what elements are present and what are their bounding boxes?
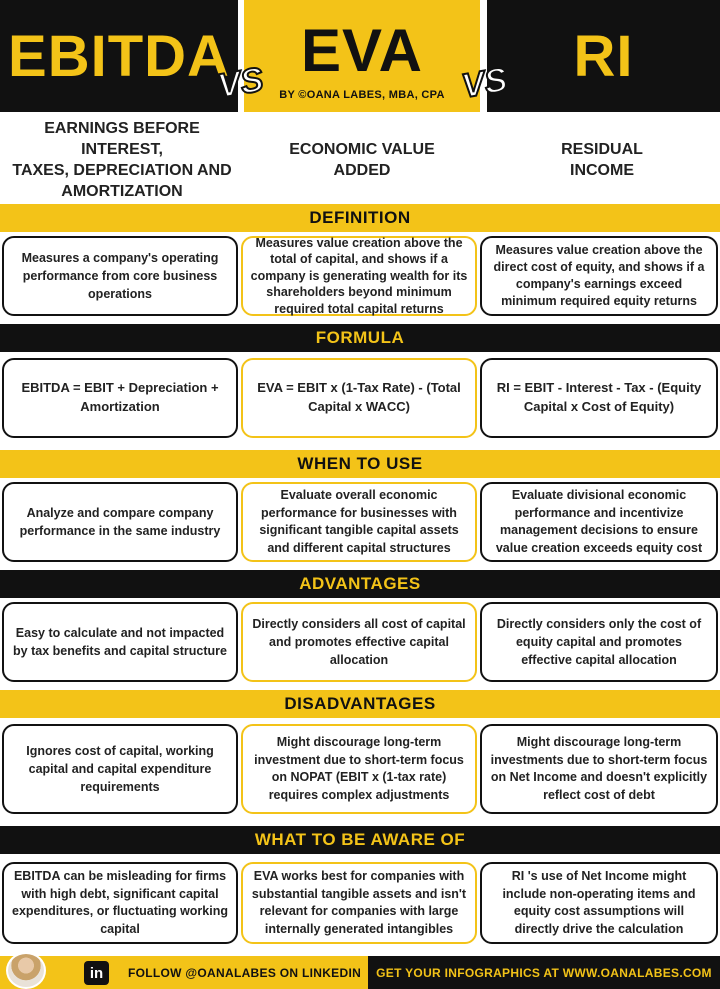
aware-ebitda: EBITDA can be misleading for firms with high debt, significant capital expenditures, or fluctuating working capital — [2, 862, 238, 944]
definition-ebitda: Measures a company's operating performance from core business operations — [2, 236, 238, 316]
ebitda-fullname: EARNINGS BEFORE INTEREST, TAXES, DEPRECIATION AND AMORTIZATION — [12, 120, 232, 200]
formula-eva: EVA = EBIT x (1-Tax Rate) - (Total Capital x WACC) — [241, 358, 477, 438]
header-ri — [487, 0, 720, 112]
formula-ebitda: EBITDA = EBIT + Depreciation + Amortization — [2, 358, 238, 438]
formula-ri: RI = EBIT - Interest - Tax - (Equity Capital x Cost of Equity) — [480, 358, 718, 438]
follow-linkedin-text[interactable]: FOLLOW @OANALABES ON LINKEDIN — [128, 966, 362, 980]
definition-eva: Measures value creation above the total of capital, and shows if a company is generating wealth for its shareholders beyond minimum required total capital returns — [241, 236, 477, 316]
header-ebitda — [0, 0, 238, 112]
aware-ri: RI 's use of Net Income might include non-operating items and equity cost assumptions will directly drive the calculation — [480, 862, 718, 944]
advantages-ri: Directly considers only the cost of equity capital and promotes effective capital allocation — [480, 602, 718, 682]
vs-badge-1: VS — [214, 60, 267, 106]
disadvantages-ebitda: Ignores cost of capital, working capital and capital expenditure requirements — [2, 724, 238, 814]
footer-cta[interactable] — [368, 956, 720, 989]
definition-ri: Measures value creation above the direct cost of equity, and shows if a company's earnings exceed minimum required equity returns — [480, 236, 718, 316]
header-eva — [244, 0, 480, 112]
section-header-formula: FORMULA — [0, 324, 720, 352]
disadvantages-ri: Might discourage long-term investments due to short-term focus on Net Income and doesn't explicitly reflect cost of debt — [480, 724, 718, 814]
when-to-use-ebitda: Analyze and compare company performance in the same industry — [2, 482, 238, 562]
advantages-eva: Directly considers all cost of capital and promotes effective capital allocation — [241, 602, 477, 682]
disadvantages-eva: Might discourage long-term investment due to short-term focus on NOPAT (EBIT x (1-tax rate) requires complex adjustments — [241, 724, 477, 814]
section-header-disadvantages: DISADVANTAGES — [0, 690, 720, 718]
byline: BY ©OANA LABES, MBA, CPA — [279, 89, 445, 101]
section-header-advantages: ADVANTAGES — [0, 570, 720, 598]
section-header-when-to-use: WHEN TO USE — [0, 450, 720, 478]
eva-fullname: ECONOMIC VALUE ADDED — [289, 141, 435, 179]
section-header-what-to-be-aware-of: WHAT TO BE AWARE OF — [0, 826, 720, 854]
ri-fullname: RESIDUAL INCOME — [561, 141, 643, 179]
section-header-definition: DEFINITION — [0, 204, 720, 232]
ebitda-title: EBITDA — [8, 23, 230, 89]
when-to-use-eva: Evaluate overall economic performance for businesses with significant tangible capital assets and different capital structures — [241, 482, 477, 562]
vs-badge-2: VS — [458, 60, 511, 106]
eva-title: EVA — [301, 17, 423, 84]
aware-eva: EVA works best for companies with substantial tangible assets and isn't relevant for companies with large internally generated intangibles — [241, 862, 477, 944]
footer-cta-text: GET YOUR INFOGRAPHICS AT WWW.OANALABES.COM — [376, 965, 712, 980]
advantages-ebitda: Easy to calculate and not impacted by tax benefits and capital structure — [2, 602, 238, 682]
when-to-use-ri: Evaluate divisional economic performance and incentivize management decisions to ensure value creation exceeds equity cost — [480, 482, 718, 562]
linkedin-icon[interactable]: in — [84, 961, 109, 985]
author-avatar — [6, 952, 46, 989]
ri-title: RI — [573, 23, 634, 89]
